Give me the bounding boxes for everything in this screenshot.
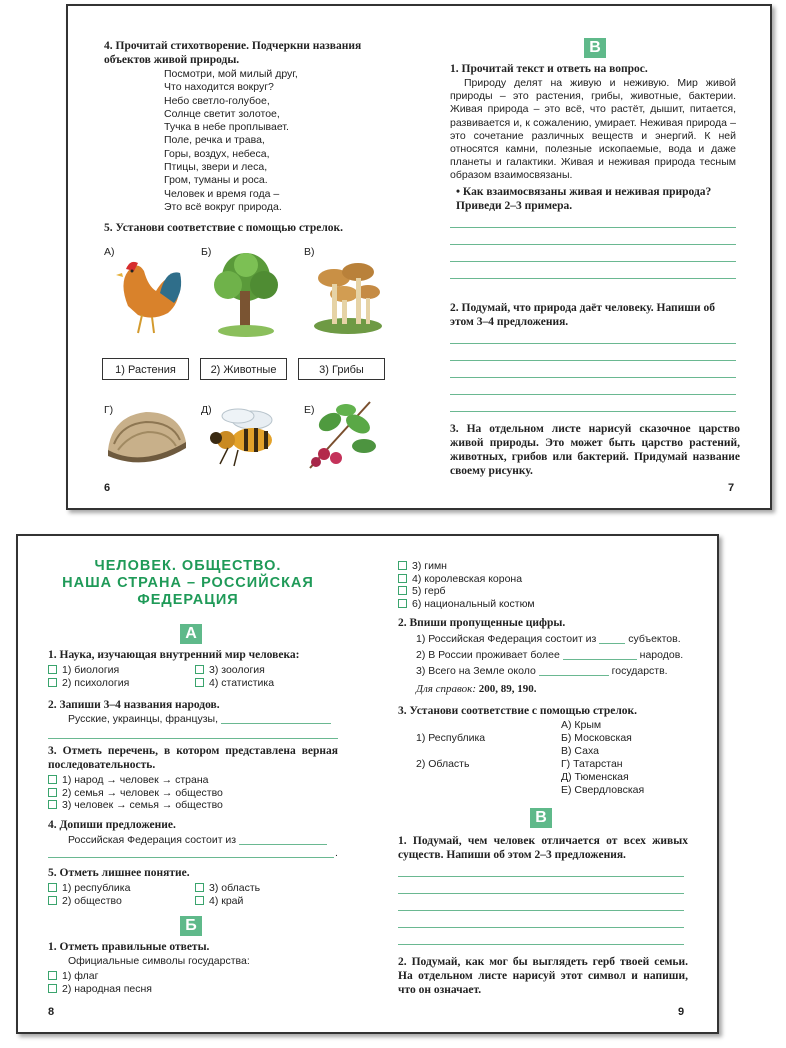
page-number-8: 8 xyxy=(48,1006,55,1018)
section-badge-v: В xyxy=(584,38,606,58)
answer-line[interactable] xyxy=(398,944,684,945)
task5-title: 5. Установи соответствие с помощью стрелок. xyxy=(104,222,344,234)
option-label: 1) флаг xyxy=(62,970,99,982)
option-label: 3) человек → семья → общество xyxy=(62,799,223,812)
poem-line: Горы, воздух, небеса, xyxy=(164,147,270,160)
region-option: А) Крым xyxy=(561,719,602,731)
rooster-image xyxy=(108,251,186,337)
answer-line[interactable] xyxy=(398,893,684,894)
poem-line: Тучка в небе проплывает. xyxy=(164,121,289,134)
b-q1-sub: Официальные символы государства: xyxy=(68,955,250,967)
chapter-title-line: ЧЕЛОВЕК. ОБЩЕСТВО. xyxy=(94,558,282,574)
tinder-fungus-image xyxy=(102,398,190,468)
option-label: 2) народная песня xyxy=(62,982,152,995)
answer-blank[interactable] xyxy=(239,844,327,845)
bee-image xyxy=(198,404,282,470)
poem-line: Солнце светит золотое, xyxy=(164,107,280,120)
raspberry-image xyxy=(300,394,386,472)
option-label: 4) статистика xyxy=(209,676,275,689)
checkbox[interactable] xyxy=(48,800,57,809)
checkbox[interactable] xyxy=(195,883,204,892)
page-number-7: 7 xyxy=(728,482,735,494)
chapter-title-line: ФЕДЕРАЦИЯ xyxy=(137,592,239,608)
checkbox[interactable] xyxy=(48,896,57,905)
region-option: В) Саха xyxy=(561,744,599,757)
b-q2-line-1 xyxy=(416,633,681,646)
section-badge-a: А xyxy=(180,624,202,644)
option-label: 3) гимн xyxy=(412,560,447,572)
a-q1: 1. Наука, изучающая внутренний мир человека: xyxy=(48,649,300,661)
poem-line: Небо светло-голубое, xyxy=(164,94,270,107)
a-q4-text xyxy=(68,834,327,847)
answer-line[interactable] xyxy=(398,910,684,911)
checkbox[interactable] xyxy=(48,678,57,687)
answer-line[interactable] xyxy=(450,227,736,228)
workbook-spread-pages-6-7 xyxy=(66,4,772,510)
answer-line[interactable] xyxy=(398,876,684,877)
answer-line[interactable] xyxy=(450,394,736,395)
fill-text: 3) Всего на Земле около xyxy=(416,665,536,677)
answer-blank[interactable] xyxy=(563,659,637,660)
fill-text: народов. xyxy=(639,649,684,661)
tree-image xyxy=(208,251,286,339)
page-number-9: 9 xyxy=(678,1006,685,1018)
a-q5: 5. Отметь лишнее понятие. xyxy=(48,867,190,879)
checkbox[interactable] xyxy=(48,788,57,797)
checkbox[interactable] xyxy=(48,971,57,980)
workbook-spread-pages-8-9 xyxy=(16,534,719,1034)
poem-line: Птицы, звери и леса, xyxy=(164,161,268,174)
mushrooms-image xyxy=(308,254,388,338)
option-label: 3) зоология xyxy=(209,664,265,676)
option-label: 5) герб xyxy=(412,585,446,598)
reference-hint xyxy=(416,683,536,695)
task3-title: 3. На отдельном листе нарисуй сказочное царство живой природы. Это может быть царство растений, животных, грибов или бактерий. Придумай название своему рисунку. xyxy=(450,423,740,477)
box-plants[interactable]: 1) Растения xyxy=(102,358,189,380)
fill-text: субъектов. xyxy=(628,633,681,645)
right-items xyxy=(561,719,644,796)
answer-line[interactable] xyxy=(450,278,736,279)
a-q2-prefix: Русские, украинцы, французы, xyxy=(68,713,219,725)
reference-label: Для справок: xyxy=(416,683,476,695)
option-label: 2) семья → человек → общество xyxy=(62,786,223,799)
task1-title: 1. Прочитай текст и ответь на вопрос. xyxy=(450,63,648,75)
answer-line[interactable] xyxy=(450,244,736,245)
task2-title: 2. Подумай, что природа даёт человеку. Напиши об этом 3–4 предложения. xyxy=(450,302,716,328)
answer-blank[interactable] xyxy=(599,643,625,644)
b-q2: 2. Впиши пропущенные цифры. xyxy=(398,617,566,629)
checkbox[interactable] xyxy=(48,984,57,993)
checkbox[interactable] xyxy=(195,896,204,905)
question: • Как взаимосвязаны живая и неживая природа? Приведи 2–3 примера. xyxy=(456,186,712,212)
checkbox[interactable] xyxy=(48,665,57,674)
region-option: Г) Татарстан xyxy=(561,757,623,770)
b-q2-line-2 xyxy=(416,649,683,662)
a-q2: 2. Запиши 3–4 названия народов. xyxy=(48,699,220,711)
left-item-republic: 1) Республика xyxy=(416,732,486,744)
region-option: Е) Свердловская xyxy=(561,783,645,796)
b-q3: 3. Установи соответствие с помощью стрелок. xyxy=(398,705,638,717)
b-q1-options xyxy=(48,970,152,995)
b-q1-options-continued xyxy=(398,560,535,610)
answer-line[interactable] xyxy=(398,927,684,928)
a-q3: 3. Отметь перечень, в котором представлена верная последовательность. xyxy=(48,745,338,771)
poem-line: Человек и время года – xyxy=(164,187,280,200)
pic-label-e: Е) xyxy=(304,404,315,416)
section-badge-v: В xyxy=(530,808,552,828)
a-q3-options xyxy=(48,774,223,812)
box-animals[interactable]: 2) Животные xyxy=(200,358,287,380)
reference-values: 200, 89, 190. xyxy=(478,683,537,695)
region-option: Д) Тюменская xyxy=(561,770,629,783)
option-label: 2) общество xyxy=(62,894,122,907)
a-q4: 4. Допиши предложение. xyxy=(48,819,176,831)
region-option: Б) Московская xyxy=(561,731,632,744)
fill-text: государств. xyxy=(611,665,668,677)
checkbox[interactable] xyxy=(398,586,407,595)
poem-line: Поле, речка и трава, xyxy=(164,134,265,147)
task4-title: 4. Прочитай стихотворение. Подчеркни названия объектов живой природы. xyxy=(104,40,362,66)
pic-label-a: А) xyxy=(104,246,115,258)
b-q2-line-3 xyxy=(416,665,668,678)
pic-label-b: Б) xyxy=(201,246,212,258)
option-label: 2) психология xyxy=(62,676,130,689)
a-q2-text xyxy=(68,713,331,726)
poem-line: Гром, туманы и роса. xyxy=(164,174,268,187)
answer-blank[interactable] xyxy=(539,675,609,676)
checkbox[interactable] xyxy=(398,599,407,608)
poem xyxy=(164,68,384,214)
checkbox[interactable] xyxy=(48,775,57,784)
checkbox[interactable] xyxy=(398,561,407,570)
page-number-6: 6 xyxy=(104,482,111,494)
answer-line[interactable] xyxy=(450,377,736,378)
checkbox[interactable] xyxy=(195,665,204,674)
checkbox[interactable] xyxy=(48,883,57,892)
option-label: 3) область xyxy=(209,882,261,894)
nature-text: Природу делят на живую и неживую. Мир живой природы – это растения, грибы, животные, бактерии. Живая природа – это всё, что растёт, дышит, питается, развивается и, к сожалению, умирает. Неживая природа – это сочетание различных веществ и энергий. К ней относятся камни, полезные ископаемые, вода и даже планеты и галактики. Живая и неживая природа тесным образом взаимосвязаны. xyxy=(450,77,736,182)
checkbox[interactable] xyxy=(195,678,204,687)
period: . xyxy=(335,847,338,859)
fill-text: 2) В России проживает более xyxy=(416,649,560,661)
option-label: 4) край xyxy=(209,894,244,907)
a-q1-options xyxy=(48,664,348,689)
option-label: 1) биология xyxy=(62,664,120,676)
checkbox[interactable] xyxy=(398,574,407,583)
chapter-title-line: НАША СТРАНА – РОССИЙСКАЯ xyxy=(62,575,314,591)
b-q1: 1. Отметь правильные ответы. xyxy=(48,941,210,953)
option-label: 6) национальный костюм xyxy=(412,597,535,610)
option-label: 4) королевская корона xyxy=(412,572,523,585)
section-badge-b: Б xyxy=(180,916,202,936)
a-q5-options xyxy=(48,882,260,907)
box-fungi[interactable]: 3) Грибы xyxy=(298,358,385,380)
chapter-title xyxy=(48,558,328,609)
pic-label-g: Г) xyxy=(104,404,114,416)
answer-line[interactable] xyxy=(450,261,736,262)
v-q2: 2. Подумай, как мог бы выглядеть герб твоей семьи. На отдельном листе нарисуй этот символ и напиши, что он означает. xyxy=(398,956,688,996)
v-q1: 1. Подумай, чем человек отличается от всех живых существ. Напиши об этом 2–3 предложения. xyxy=(398,835,688,861)
answer-line[interactable] xyxy=(450,343,736,344)
answer-line[interactable] xyxy=(450,411,736,412)
answer-line[interactable] xyxy=(450,360,736,361)
poem-line: Что находится вокруг? xyxy=(164,81,274,94)
option-label: 1) народ → человек → страна xyxy=(62,774,209,786)
answer-line[interactable] xyxy=(48,857,334,858)
left-item-oblast: 2) Область xyxy=(416,758,470,770)
poem-line: Посмотри, мой милый друг, xyxy=(164,68,298,80)
poem-line: Это всё вокруг природа. xyxy=(164,200,282,213)
answer-line[interactable] xyxy=(48,738,338,739)
option-label: 1) республика xyxy=(62,882,131,894)
pic-label-v: В) xyxy=(304,246,315,258)
pic-label-d: Д) xyxy=(201,404,212,416)
a-q4-prefix: Российская Федерация состоит из xyxy=(68,834,237,846)
answer-blank[interactable] xyxy=(221,723,331,724)
fill-text: 1) Российская Федерация состоит из xyxy=(416,633,597,645)
